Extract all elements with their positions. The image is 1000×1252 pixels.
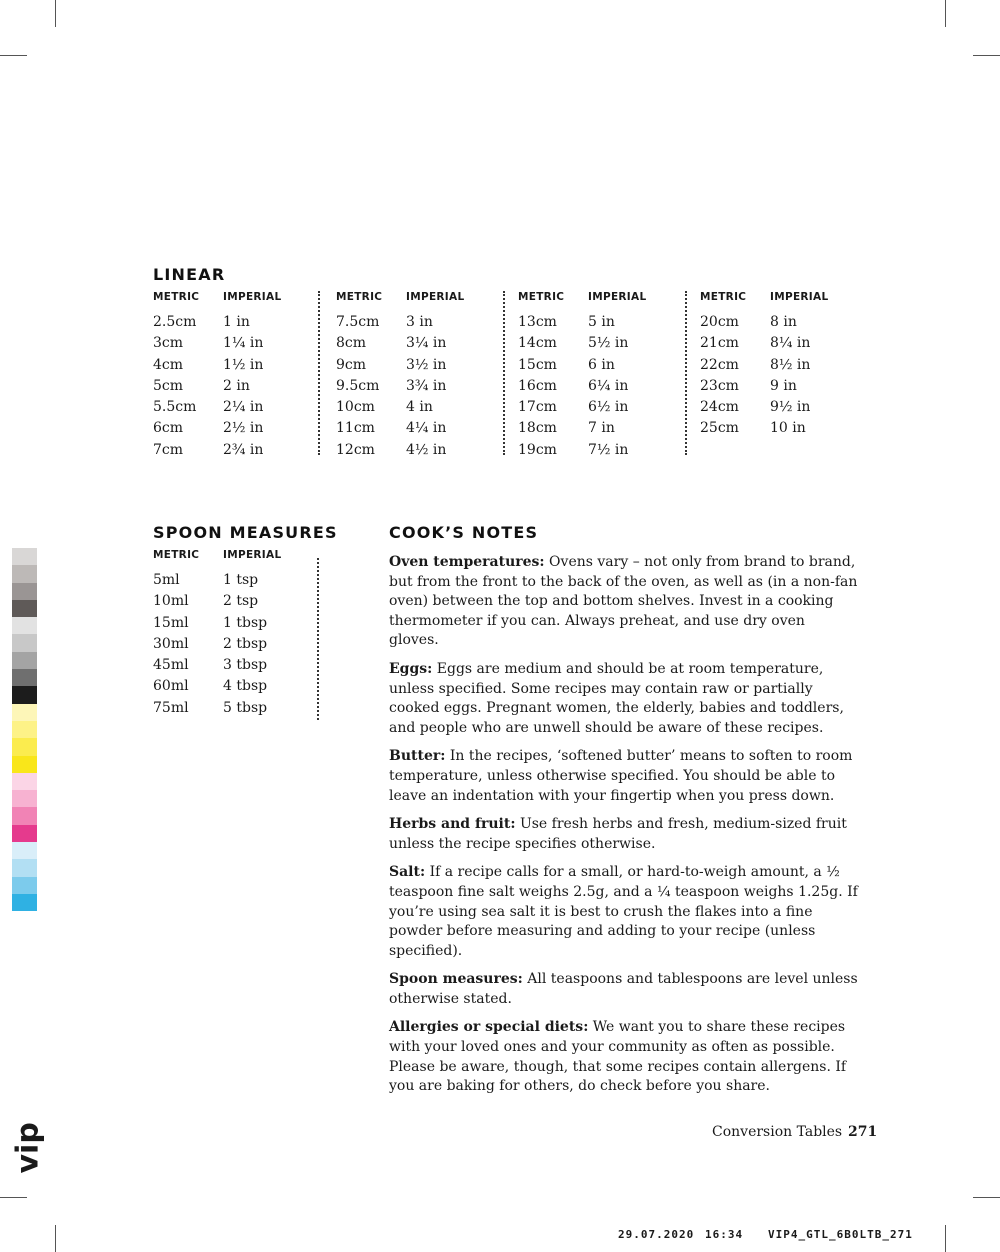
crop-mark <box>0 1197 27 1198</box>
metric-value: 8cm <box>336 335 367 352</box>
note-paragraph <box>389 1018 859 1096</box>
imperial-value: 4¼ in <box>406 420 447 437</box>
linear-header <box>153 291 313 312</box>
color-swatch <box>12 600 37 617</box>
note-text: All teaspoons and tablespoons are level unless otherwise stated. <box>389 971 858 1007</box>
color-swatch <box>12 548 37 565</box>
vip-logo: vip <box>10 1122 46 1174</box>
metric-value: 21cm <box>700 335 739 352</box>
imperial-value: 1 in <box>223 314 250 330</box>
color-swatch <box>12 738 37 755</box>
metric-header: METRIC <box>153 549 200 561</box>
note-text: We want you to share these recipes with your loved ones and your community as often as possible. Please be aware, though, that some recipes contain allergens. If you are baking for others, do check before you share. <box>389 1019 847 1095</box>
metric-value: 10cm <box>336 399 375 416</box>
color-swatch <box>12 790 37 807</box>
metric-header: METRIC <box>153 291 200 303</box>
table-row <box>153 591 313 612</box>
crop-mark <box>0 55 27 56</box>
imperial-value: 2½ in <box>223 420 264 437</box>
color-swatch <box>12 686 37 703</box>
color-swatch <box>12 894 37 911</box>
linear-header <box>336 291 496 312</box>
note-term: Salt: <box>389 864 426 881</box>
metric-value: 19cm <box>518 441 557 458</box>
column-divider <box>685 291 687 455</box>
note-paragraph <box>389 553 859 651</box>
metric-value: 30ml <box>153 635 189 652</box>
imperial-value: 7½ in <box>588 441 629 458</box>
note-term: Eggs: <box>389 660 433 677</box>
linear-header <box>518 291 678 312</box>
imperial-value: 2 tbsp <box>223 635 268 652</box>
imperial-value: 3¼ in <box>406 335 447 352</box>
note-paragraph <box>389 863 859 961</box>
color-swatch <box>12 617 37 634</box>
metric-value: 12cm <box>336 441 375 458</box>
linear-column <box>153 291 313 461</box>
table-row <box>336 440 496 461</box>
imperial-value: 2 in <box>223 377 250 394</box>
crop-mark <box>973 1197 1000 1198</box>
color-calibration-bar <box>12 548 37 911</box>
crop-mark <box>945 1225 946 1252</box>
spoon-header <box>153 549 313 570</box>
color-swatch <box>12 704 37 721</box>
slug-time: 16:34 <box>705 1228 744 1241</box>
imperial-value: 5 tbsp <box>223 699 268 716</box>
metric-value: 18cm <box>518 420 557 437</box>
imperial-value: 4½ in <box>406 441 447 458</box>
footer-section: Conversion Tables <box>712 1124 843 1140</box>
table-row <box>336 312 496 333</box>
imperial-value: 8¼ in <box>770 335 811 352</box>
metric-value: 23cm <box>700 377 739 394</box>
metric-value: 5.5cm <box>153 399 197 416</box>
metric-value: 7.5cm <box>336 314 380 330</box>
note-text: In the recipes, ‘softened butter’ means to soften to room temperature, unless otherwise specified. You should be able to leave an indentation with your fingertip when you press down. <box>389 748 853 804</box>
color-swatch <box>12 669 37 686</box>
metric-value: 15ml <box>153 614 189 631</box>
table-row <box>336 397 496 418</box>
imperial-value: 6½ in <box>588 399 629 416</box>
slug-date: 29.07.2020 <box>618 1228 695 1241</box>
imperial-value: 9½ in <box>770 399 811 416</box>
imperial-value: 3¾ in <box>406 377 447 394</box>
note-term: Oven temperatures: <box>389 554 545 570</box>
metric-value: 20cm <box>700 314 739 330</box>
color-swatch <box>12 721 37 738</box>
table-row <box>153 655 313 676</box>
crop-mark <box>55 0 56 27</box>
linear-column <box>336 291 496 461</box>
table-row <box>153 397 313 418</box>
table-row <box>336 376 496 397</box>
imperial-value: 1¼ in <box>223 335 264 352</box>
imperial-value: 7 in <box>588 420 615 437</box>
metric-value: 22cm <box>700 356 739 373</box>
table-row <box>153 355 313 376</box>
table-row <box>153 570 313 591</box>
imperial-value: 5½ in <box>588 335 629 352</box>
metric-value: 3cm <box>153 335 184 352</box>
imperial-value: 1 tsp <box>223 572 259 588</box>
imperial-header: IMPERIAL <box>770 291 829 303</box>
imperial-value: 8½ in <box>770 356 811 373</box>
imperial-value: 4 in <box>406 399 433 416</box>
note-term: Allergies or special diets: <box>389 1019 589 1036</box>
note-term: Butter: <box>389 748 446 765</box>
color-swatch <box>12 583 37 600</box>
table-row <box>518 333 678 354</box>
metric-value: 11cm <box>336 420 375 437</box>
metric-value: 17cm <box>518 399 557 416</box>
column-divider <box>317 558 319 720</box>
linear-title: LINEAR <box>153 265 226 284</box>
note-term: Spoon measures: <box>389 971 523 988</box>
color-swatch <box>12 652 37 669</box>
imperial-value: 2¼ in <box>223 399 264 416</box>
linear-column <box>518 291 678 461</box>
metric-value: 10ml <box>153 593 189 610</box>
table-row <box>700 376 860 397</box>
imperial-value: 8 in <box>770 314 797 330</box>
imperial-header: IMPERIAL <box>223 549 282 561</box>
imperial-value: 2¾ in <box>223 441 264 458</box>
metric-value: 75ml <box>153 699 189 716</box>
note-paragraph <box>389 747 859 806</box>
table-row <box>700 355 860 376</box>
metric-value: 5cm <box>153 377 184 394</box>
cooks-notes <box>389 553 859 1106</box>
imperial-value: 4 tbsp <box>223 678 268 695</box>
spoon-title: SPOON MEASURES <box>153 523 338 542</box>
imperial-value: 9 in <box>770 377 797 394</box>
imperial-header: IMPERIAL <box>223 291 282 303</box>
note-paragraph <box>389 970 859 1009</box>
table-row <box>153 676 313 697</box>
column-divider <box>318 291 320 455</box>
imperial-value: 3 in <box>406 314 433 330</box>
metric-value: 6cm <box>153 420 184 437</box>
slug-code: VIP4_GTL_6B0LTB_271 <box>768 1228 913 1241</box>
color-swatch <box>12 807 37 824</box>
note-term: Herbs and fruit: <box>389 816 516 833</box>
color-swatch <box>12 877 37 894</box>
color-swatch <box>12 859 37 876</box>
metric-value: 24cm <box>700 399 739 416</box>
table-row <box>153 312 313 333</box>
spoon-table <box>153 549 313 719</box>
metric-value: 15cm <box>518 356 557 373</box>
note-text: If a recipe calls for a small, or hard-to-weigh amount, a ½ teaspoon fine salt weighs 2.5g, and a ¼ teaspoon weighs 1.25g. If you’re using sea salt it is best to crush the flakes into a fine powder before measuring and adding to your recipe (unless specified). <box>389 864 858 959</box>
imperial-value: 1 tbsp <box>223 614 268 631</box>
table-row <box>153 698 313 719</box>
color-swatch <box>12 773 37 790</box>
table-row <box>518 397 678 418</box>
metric-value: 4cm <box>153 356 184 373</box>
color-swatch <box>12 756 37 773</box>
table-row <box>518 312 678 333</box>
table-row <box>153 376 313 397</box>
metric-header: METRIC <box>700 291 747 303</box>
crop-mark <box>55 1225 56 1252</box>
metric-value: 5ml <box>153 572 180 588</box>
table-row <box>153 333 313 354</box>
metric-header: METRIC <box>518 291 565 303</box>
metric-value: 25cm <box>700 420 739 437</box>
imperial-value: 3½ in <box>406 356 447 373</box>
imperial-value: 1½ in <box>223 356 264 373</box>
metric-value: 45ml <box>153 657 189 674</box>
metric-value: 7cm <box>153 441 184 458</box>
imperial-header: IMPERIAL <box>406 291 465 303</box>
imperial-header: IMPERIAL <box>588 291 647 303</box>
table-row <box>700 418 860 439</box>
table-row <box>153 634 313 655</box>
linear-column <box>700 291 860 440</box>
table-row <box>700 397 860 418</box>
notes-title: COOK’S NOTES <box>389 523 539 542</box>
color-swatch <box>12 565 37 582</box>
table-row <box>336 355 496 376</box>
table-row <box>518 376 678 397</box>
crop-mark <box>973 55 1000 56</box>
metric-value: 60ml <box>153 678 189 695</box>
note-paragraph <box>389 660 859 738</box>
table-row <box>518 418 678 439</box>
imperial-value: 2 tsp <box>223 593 259 610</box>
imperial-value: 5 in <box>588 314 615 330</box>
table-row <box>153 440 313 461</box>
metric-value: 13cm <box>518 314 557 330</box>
table-row <box>518 440 678 461</box>
note-text: Eggs are medium and should be at room temperature, unless specified. Some recipes may contain raw or partially cooked eggs. Pregnant women, the elderly, babies and toddlers, and people who are unwell should be aware of these recipes. <box>389 660 844 736</box>
table-row <box>153 613 313 634</box>
note-text: Ovens vary – not only from brand to brand, but from the front to the back of the oven, as well as (in a non-fan oven) between the top and bottom shelves. Invest in a cooking thermometer if you can. Always preheat, and use dry oven gloves. <box>389 554 858 649</box>
color-swatch <box>12 634 37 651</box>
table-row <box>700 333 860 354</box>
metric-value: 9cm <box>336 356 367 373</box>
color-swatch <box>12 842 37 859</box>
table-row <box>336 333 496 354</box>
table-row <box>153 418 313 439</box>
metric-value: 16cm <box>518 377 557 394</box>
crop-mark <box>945 0 946 27</box>
table-row <box>700 312 860 333</box>
note-text: Use fresh herbs and fresh, medium-sized fruit unless the recipe specifies otherwise. <box>389 816 847 852</box>
linear-header <box>700 291 860 312</box>
page-number: 271 <box>848 1124 878 1140</box>
imperial-value: 6¼ in <box>588 377 629 394</box>
imperial-value: 6 in <box>588 356 615 373</box>
column-divider <box>503 291 505 455</box>
metric-value: 14cm <box>518 335 557 352</box>
table-row <box>518 355 678 376</box>
imperial-value: 10 in <box>770 420 806 437</box>
metric-header: METRIC <box>336 291 383 303</box>
metric-value: 9.5cm <box>336 377 380 394</box>
note-paragraph <box>389 815 859 854</box>
table-row <box>336 418 496 439</box>
imperial-value: 3 tbsp <box>223 657 268 674</box>
metric-value: 2.5cm <box>153 314 197 330</box>
color-swatch <box>12 825 37 842</box>
